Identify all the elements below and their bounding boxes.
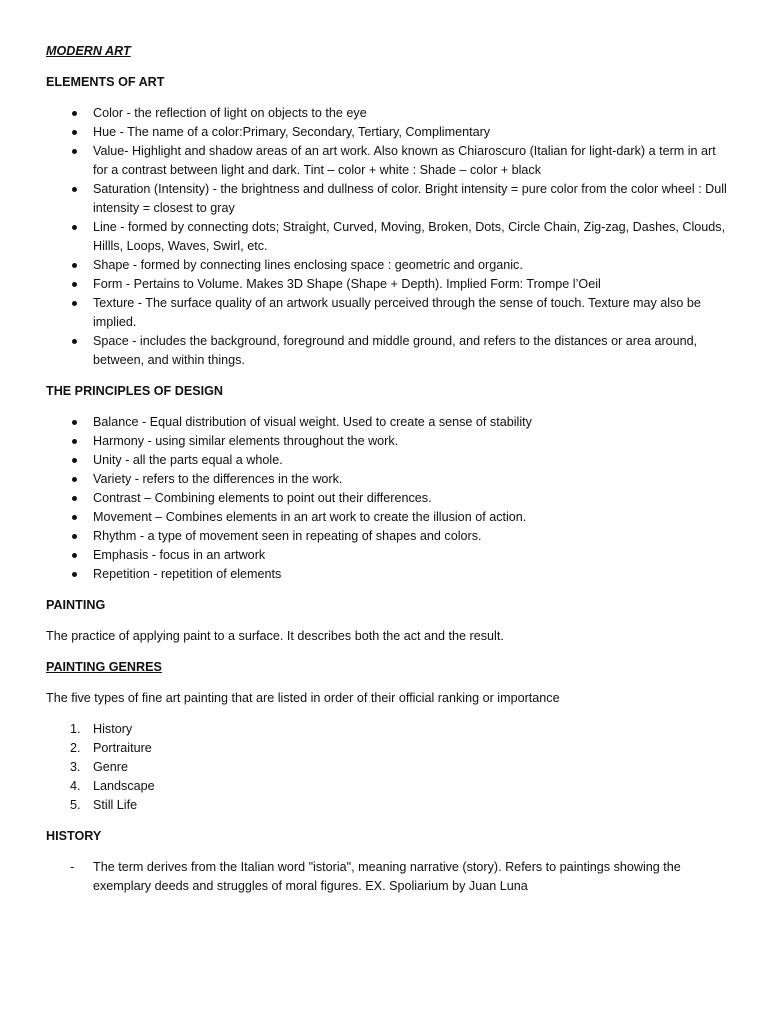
list-item (46, 858, 728, 896)
list-item (46, 720, 728, 739)
list-item: Movement – Combines elements in an art work to create the illusion of action. (46, 508, 728, 527)
list-item: Color - the reflection of light on objects to the eye (46, 104, 728, 123)
list-number: 2. (70, 741, 81, 755)
list-item: Texture - The surface quality of an artwork usually perceived through the sense of touch. Texture may also be implied. (46, 294, 728, 332)
list-item (46, 777, 728, 796)
history-list (46, 858, 728, 896)
list-item (46, 758, 728, 777)
principles-heading: THE PRINCIPLES OF DESIGN (46, 384, 224, 398)
list-item: Space - includes the background, foreground and middle ground, and refers to the distances or area around, between, and within things. (46, 332, 728, 370)
list-item: Hue - The name of a color:Primary, Secondary, Tertiary, Complimentary (46, 123, 728, 142)
list-item (46, 796, 728, 815)
list-item-label: History (93, 722, 133, 736)
list-item (46, 739, 728, 758)
principles-list (46, 413, 728, 584)
list-number: 3. (70, 760, 81, 774)
elements-list (46, 104, 728, 370)
list-item: Repetition - repetition of elements (46, 565, 728, 584)
list-item: Harmony - using similar elements throughout the work. (46, 432, 728, 451)
list-number: 1. (70, 722, 81, 736)
list-item-text: The term derives from the Italian word "istoria", meaning narrative (story). Refers to paintings showing the exemplary deeds and struggles of moral figures. EX. Spoliarium by Juan Luna (93, 860, 681, 893)
list-number: 5. (70, 798, 81, 812)
list-item: Shape - formed by connecting lines enclosing space : geometric and organic. (46, 256, 728, 275)
list-item: Variety - refers to the differences in the work. (46, 470, 728, 489)
list-item-label: Genre (93, 760, 129, 774)
list-item-label: Portraiture (93, 741, 152, 755)
list-item: Emphasis - focus in an artwork (46, 546, 728, 565)
elements-heading: ELEMENTS OF ART (46, 75, 165, 89)
document-title: MODERN ART (46, 44, 131, 58)
history-heading: HISTORY (46, 829, 102, 843)
genres-list (46, 720, 728, 815)
list-item: Rhythm - a type of movement seen in repeating of shapes and colors. (46, 527, 728, 546)
list-item: Unity - all the parts equal a whole. (46, 451, 728, 470)
list-item-label: Still Life (93, 798, 138, 812)
list-item-label: Landscape (93, 779, 155, 793)
list-item: Form - Pertains to Volume. Makes 3D Shape (Shape + Depth). Implied Form: Trompe l’Oeil (46, 275, 728, 294)
genres-description: The five types of fine art painting that are listed in order of their official ranking or importance (46, 691, 560, 705)
list-number: 4. (70, 779, 81, 793)
genres-heading: PAINTING GENRES (46, 660, 162, 674)
list-item: Value- Highlight and shadow areas of an art work. Also known as Chiaroscuro (Italian for light-dark) a term in art for a contrast between light and dark. Tint – color + white : Shade – color + black (46, 142, 728, 180)
painting-heading: PAINTING (46, 598, 106, 612)
dash-marker: - (70, 860, 75, 874)
list-item: Contrast – Combining elements to point out their differences. (46, 489, 728, 508)
list-item: Balance - Equal distribution of visual weight. Used to create a sense of stability (46, 413, 728, 432)
list-item: Saturation (Intensity) - the brightness and dullness of color. Bright intensity = pure color from the color wheel : Dull intensity = closest to gray (46, 180, 728, 218)
list-item: Line - formed by connecting dots; Straight, Curved, Moving, Broken, Dots, Circle Chain, Zig-zag, Dashes, Clouds, Hillls, Loops, Waves, Swirl, etc. (46, 218, 728, 256)
painting-description: The practice of applying paint to a surface. It describes both the act and the result. (46, 629, 504, 643)
